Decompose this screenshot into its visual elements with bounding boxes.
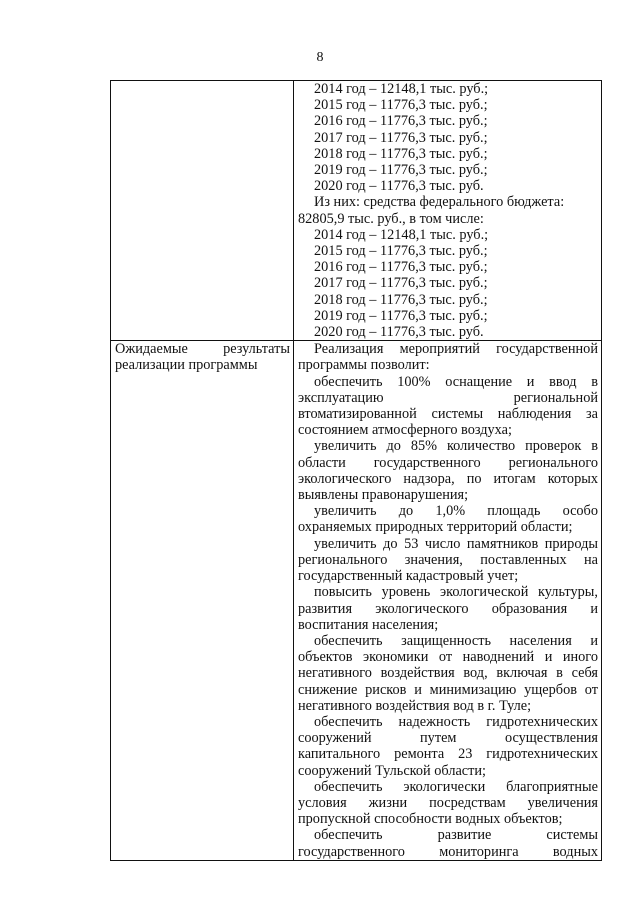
row-label-line-1: Ожидаемые результаты	[115, 341, 290, 358]
text-line: пропускной способности водных объектов;	[298, 811, 563, 828]
page-number: 8	[316, 50, 324, 65]
text-line: Реализация мероприятий государственной	[314, 341, 598, 358]
text-line: условия жизни посредствам увеличения	[298, 794, 598, 811]
text-line: 2020 год – 11776,3 тыс. руб.	[314, 178, 484, 195]
text-line: области государственного регионального	[298, 454, 598, 471]
text-line: развития экологического образования и	[298, 600, 598, 617]
text-line: экологического надзора, по итогам которых	[298, 470, 598, 487]
program-passport-table	[110, 80, 602, 861]
text-line: 2015 год – 11776,3 тыс. руб.;	[314, 243, 488, 260]
text-line: государственного мониторинга водных	[298, 843, 598, 860]
label-cell	[111, 341, 294, 861]
text-line: выявлены правонарушения;	[298, 487, 469, 504]
text-line: 82805,9 тыс. руб., в том числе:	[298, 210, 484, 227]
text-line: воспитания населения;	[298, 616, 439, 633]
text-line: охраняемых природных территорий области;	[298, 519, 573, 536]
text-line: 2019 год – 11776,3 тыс. руб.;	[314, 162, 488, 179]
text-line: увеличить до 1,0% площадь особо	[314, 503, 598, 520]
text-line: 2017 год – 11776,3 тыс. руб.;	[314, 275, 488, 292]
text-line: 2018 год – 11776,3 тыс. руб.;	[314, 291, 488, 308]
text-line: негативного воздействия вод в г. Туле;	[298, 697, 532, 714]
table-row-financing	[111, 81, 602, 341]
text-line: 2019 год – 11776,3 тыс. руб.;	[314, 307, 488, 324]
text-line: сооружений Тульской области;	[298, 762, 487, 779]
text-line: сооружений путем осуществления	[298, 730, 598, 747]
text-line: эксплуатацию региональной	[298, 389, 598, 406]
text-line: обеспечить защищенность населения и	[314, 632, 598, 649]
text-line: повысить уровень экологической культуры,	[314, 584, 598, 601]
text-line: объектов экономики от наводнений и иного	[298, 649, 598, 666]
text-line: 2015 год – 11776,3 тыс. руб.;	[314, 97, 488, 114]
text-line: втоматизированной системы наблюдения за	[298, 406, 598, 423]
text-line: Из них: средства федерального бюджета:	[314, 194, 565, 211]
content-cell	[294, 341, 602, 861]
label-cell	[111, 81, 294, 341]
text-line: обеспечить экологически благоприятные	[314, 778, 598, 795]
text-line: 2016 год – 11776,3 тыс. руб.;	[314, 113, 488, 130]
text-line: государственный кадастровый учет;	[298, 568, 519, 585]
text-line: программы позволит:	[298, 357, 430, 374]
content-cell	[294, 81, 602, 341]
text-line: 2016 год – 11776,3 тыс. руб.;	[314, 259, 488, 276]
text-line: обеспечить развитие системы	[314, 827, 598, 844]
text-line: обеспечить 100% оснащение и ввод в	[314, 373, 598, 390]
table-row-expected-results	[111, 341, 602, 861]
text-line: капитального ремонта 23 гидротехнических	[298, 746, 598, 763]
text-line: обеспечить надежность гидротехнических	[314, 713, 598, 730]
text-line: 2018 год – 11776,3 тыс. руб.;	[314, 145, 488, 162]
text-line: снижение рисков и минимизацию ущербов от	[298, 681, 598, 698]
text-line: негативного воздействия вод, включая в себя	[298, 665, 598, 682]
text-line: 2014 год – 12148,1 тыс. руб.;	[314, 226, 489, 243]
text-line: увеличить до 85% количество проверок в	[314, 438, 598, 455]
row-label-line-2: реализации программы	[115, 357, 258, 374]
text-line: 2020 год – 11776,3 тыс. руб.	[314, 324, 484, 341]
text-line: регионального значения, поставленных на	[298, 551, 598, 568]
text-line: 2017 год – 11776,3 тыс. руб.;	[314, 129, 488, 146]
text-line: увеличить до 53 число памятников природы	[314, 535, 598, 552]
text-line: состоянием атмосферного воздуха;	[298, 422, 512, 439]
text-line: 2014 год – 12148,1 тыс. руб.;	[314, 81, 489, 97]
